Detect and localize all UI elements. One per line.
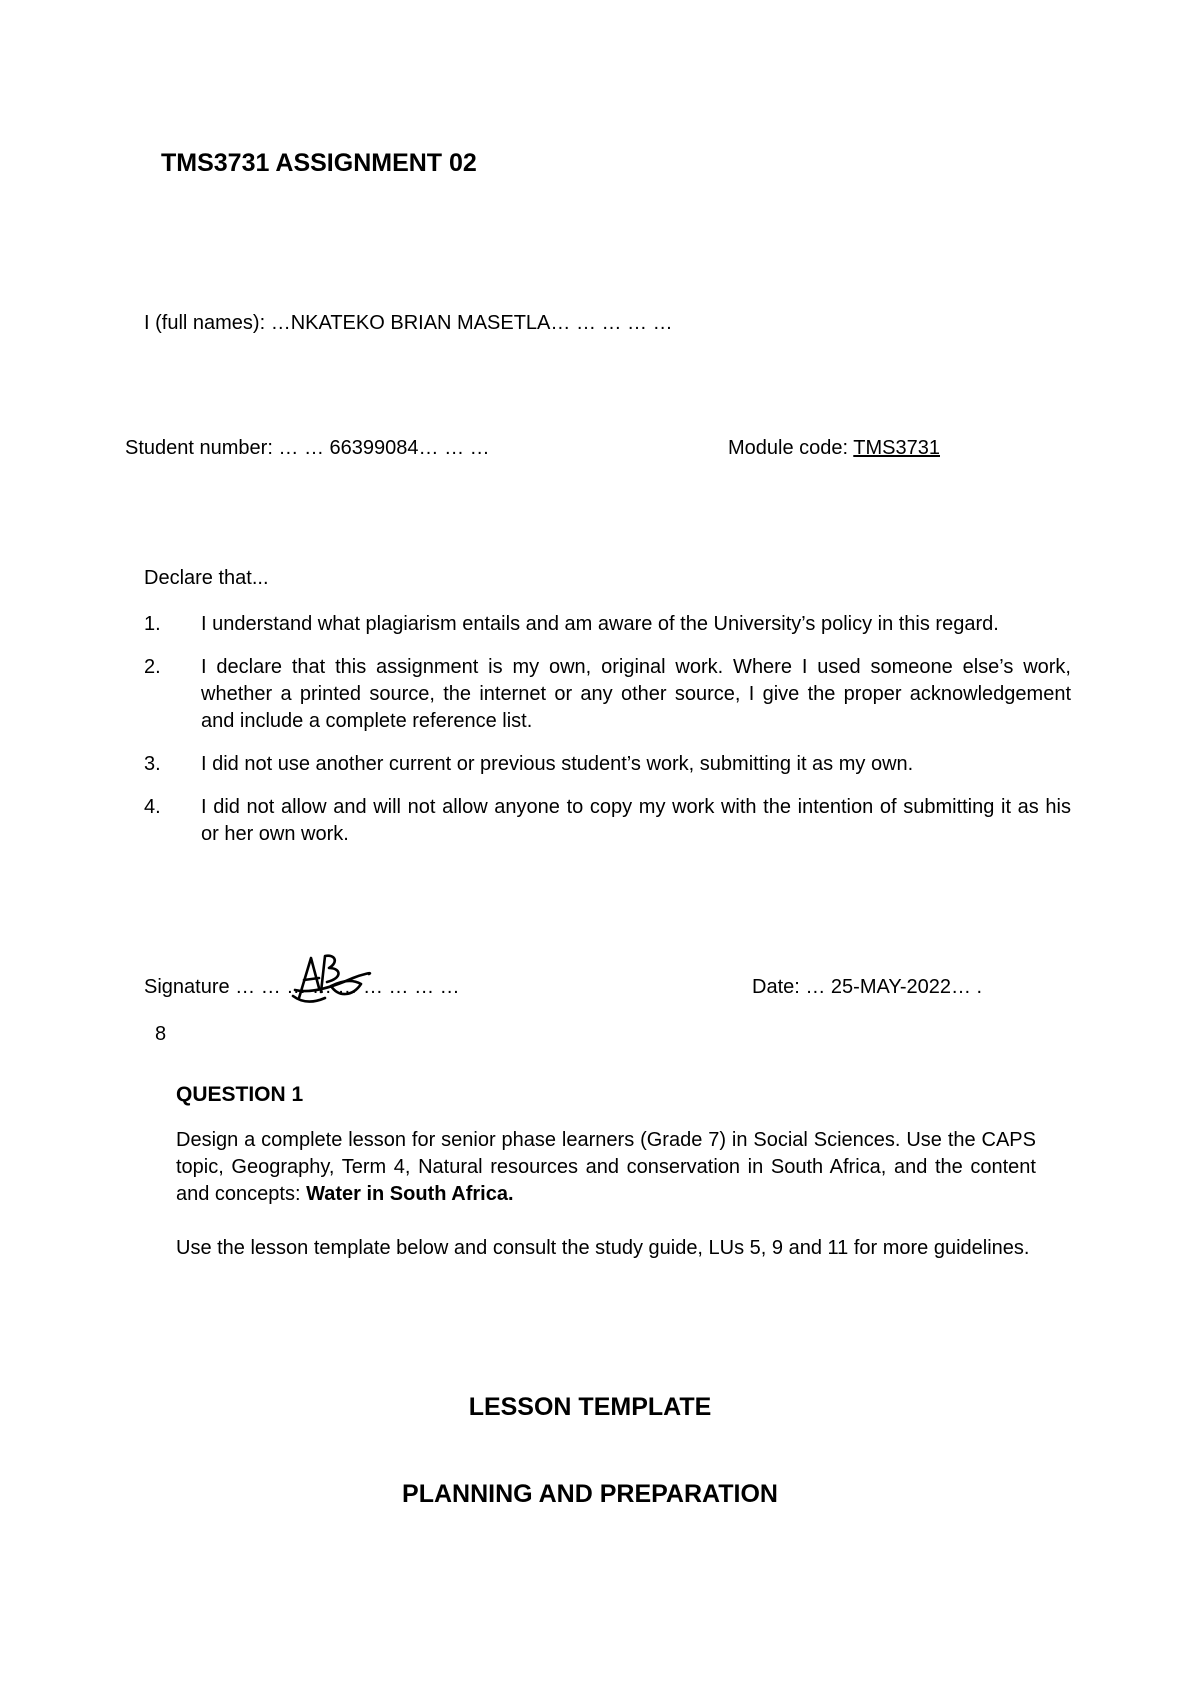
student-number-line: Student number: … … 66399084… … … (125, 437, 490, 459)
declaration-item (144, 654, 1071, 735)
full-names-line: I (full names): …NKATEKO BRIAN MASETLA… … … … … (144, 312, 673, 334)
page-mark: 8 (155, 1023, 167, 1045)
declaration-list (144, 611, 1071, 864)
question-title: QUESTION 1 (176, 1083, 304, 1106)
planning-heading: PLANNING AND PREPARATION (402, 1480, 778, 1508)
question-paragraph-bold: Water in South Africa. (306, 1183, 514, 1205)
date-line: Date: … 25-MAY-2022… . (752, 976, 983, 998)
declaration-item-text: I understand what plagiarism entails and am aware of the University’s policy in this regard. (201, 613, 999, 635)
declaration-item-number: 4. (144, 796, 161, 818)
module-code-label: Module code: (728, 437, 854, 459)
signature-line: Signature … … … … … … … … … (144, 976, 460, 998)
assignment-title: TMS3731 ASSIGNMENT 02 (161, 149, 477, 177)
declaration-item-text: I did not use another current or previous student’s work, submitting it as my own. (201, 753, 914, 775)
declaration-item (144, 751, 1071, 778)
module-code-value: TMS3731 (853, 437, 940, 459)
declaration-item-text: I declare that this assignment is my own, original work. Where I used someone else’s work, whether a printed source, the internet or any other source, I give the proper acknowledgement and include a complete reference list. (201, 656, 1071, 732)
declaration-item-number: 2. (144, 656, 161, 678)
handwritten-signature (291, 948, 375, 1006)
module-code-line (728, 437, 940, 460)
lesson-template-heading: LESSON TEMPLATE (468, 1393, 712, 1421)
declaration-item (144, 611, 1071, 638)
declaration-item-number: 1. (144, 613, 161, 635)
declaration-item (144, 794, 1071, 848)
question-paragraph (176, 1127, 1036, 1208)
question-instructions: Use the lesson template below and consult the study guide, LUs 5, 9 and 11 for more guidelines. (176, 1237, 1030, 1259)
declare-intro: Declare that... (144, 567, 269, 589)
declaration-item-number: 3. (144, 753, 161, 775)
question-paragraph-text: Design a complete lesson for senior phase learners (Grade 7) in Social Sciences. Use the CAPS topic, Geography, Term 4, Natural resources and conservation in South Africa, and the content and concepts: (176, 1129, 1036, 1205)
declaration-item-text: I did not allow and will not allow anyone to copy my work with the intention of submitting it as his or her own work. (201, 796, 1071, 845)
